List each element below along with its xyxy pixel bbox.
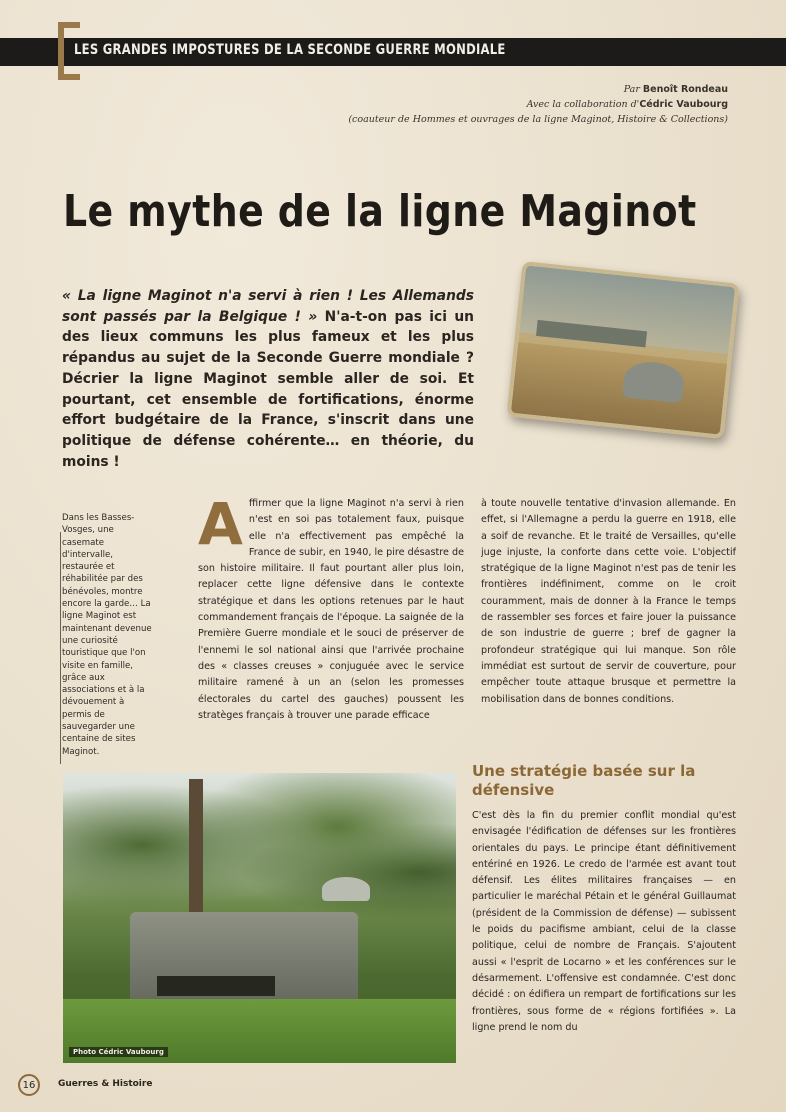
photo-credit: Photo Cédric Vaubourg <box>69 1047 168 1057</box>
credits-collab-prefix: Avec la collaboration d' <box>526 99 640 110</box>
credits-collab-line <box>348 97 728 112</box>
bunker-photo <box>63 773 456 1063</box>
article-credits <box>348 82 728 127</box>
article-subheading: Une stratégie basée sur la défensive <box>472 762 696 799</box>
credits-author-line <box>348 82 728 97</box>
lead-body: N'a-t-on pas ici un des lieux communs les plus fameux et les plus répandus au sujet de la Seconde Guerre mondiale ? Décrier la ligne Maginot semble aller de soi. Et pourtant, cet ensemble de fortifications, énorme effort budgétaire de la France, s'inscrit dans une politique de défense cohérente… en théorie, du moins ! <box>62 308 474 470</box>
photo-caption: Dans les Basses-Vosges, une casemate d'intervalle, restaurée et réhabilitée par des bénévoles, montre encore la garde… La ligne Maginot est maintenant devenue une curiosité touristique que l'on visite en famille, grâce aux associations et à la dévouement à permis de sauvegarder une centaine de sites Maginot. <box>62 513 152 757</box>
article-column-3: C'est dès la fin du premier conflit mondial qu'est envisagée l'édification de défenses sur les frontières orientales du pays. Le principe étant définitivement entériné en 1926. Le credo de l'armée est avant tout défensif. Les élites militaires françaises — en particulier le maréchal Pétain et le général Guillaumat (président de la Commission de défense) — subissent le poids du pacifisme ambiant, celui de la classe politique, celui de nombre de Français. S'ajoutent aussi « l'esprit de Locarno » et les conférences sur le désarmement. L'offensive est condamnée. C'est donc décidé : on édifiera un rempart de fortifications sur les frontières, sous forme de « régions fortifiées ». La ligne prend le nom du <box>472 810 736 1033</box>
page-number: 16 <box>18 1074 40 1096</box>
credits-collab-author: Cédric Vaubourg <box>639 99 728 110</box>
photo-embrasure <box>157 976 275 996</box>
credits-author: Benoît Rondeau <box>642 84 728 95</box>
article-title: Le mythe de la ligne Maginot <box>63 186 697 237</box>
credits-prefix: Par <box>623 84 640 95</box>
lead-quote: « La ligne Maginot n'a servi à rien ! Les Allemands sont passés par la Belgique ! » <box>62 288 474 325</box>
vintage-postcard-image <box>506 261 739 439</box>
column-1-text: ffirmer que la ligne Maginot n'a servi à rien n'est en soi pas totalement faux, puisque elle n'a effectivement pas empêché la France de subir, en 1940, le pire désastre de son histoire militaire. Il faut pourtant aller plus loin, replacer cette ligne défensive dans le contexte stratégique et dans les options retenues par le haut commandement français de l'époque. La saignée de la Première Guerre mondiale et le souci de préserver de l'ennemi le sol national ainsi que l'arrivée prochaine des « classes creuses » conjuguée avec le service militaire ramené à un an (selon les promesses électorales du cartel des gauches) poussent les stratèges français à trouver une parade efficace <box>198 498 464 721</box>
article-lead <box>62 286 474 472</box>
caption-rule <box>60 532 61 764</box>
credits-note: (coauteur de Hommes et ouvrages de la ligne Maginot, Histoire & Collections) <box>348 114 728 125</box>
drop-cap: A <box>198 496 243 558</box>
postcard-ground <box>511 342 727 435</box>
article-column-1 <box>198 496 464 760</box>
article-column-2: à toute nouvelle tentative d'invasion allemande. En effet, si l'Allemagne a perdu la guerre en 1918, elle a soif de revanche. Et le traité de Versailles, qu'elle juge injuste, la conforte dans cette voie. L'objectif stratégique de la ligne Maginot n'est pas de tenir les frontières indéfiniment, comme on le croit couramment, mais de donner à la France le temps de rassembler ses forces et faire jouer la puissance de son industrie de guerre ; bref de gagner la profondeur stratégique qui lui manque. Son rôle immédiat est surtout de servir de couverture, pour empêcher toute attaque brusque et permettre la mobilisation dans de bonnes conditions. <box>481 498 736 705</box>
photo-turret <box>322 877 370 901</box>
section-title: LES GRANDES IMPOSTURES DE LA SECONDE GUERRE MONDIALE <box>74 42 506 58</box>
footer-brand: Guerres & Histoire <box>58 1079 153 1089</box>
